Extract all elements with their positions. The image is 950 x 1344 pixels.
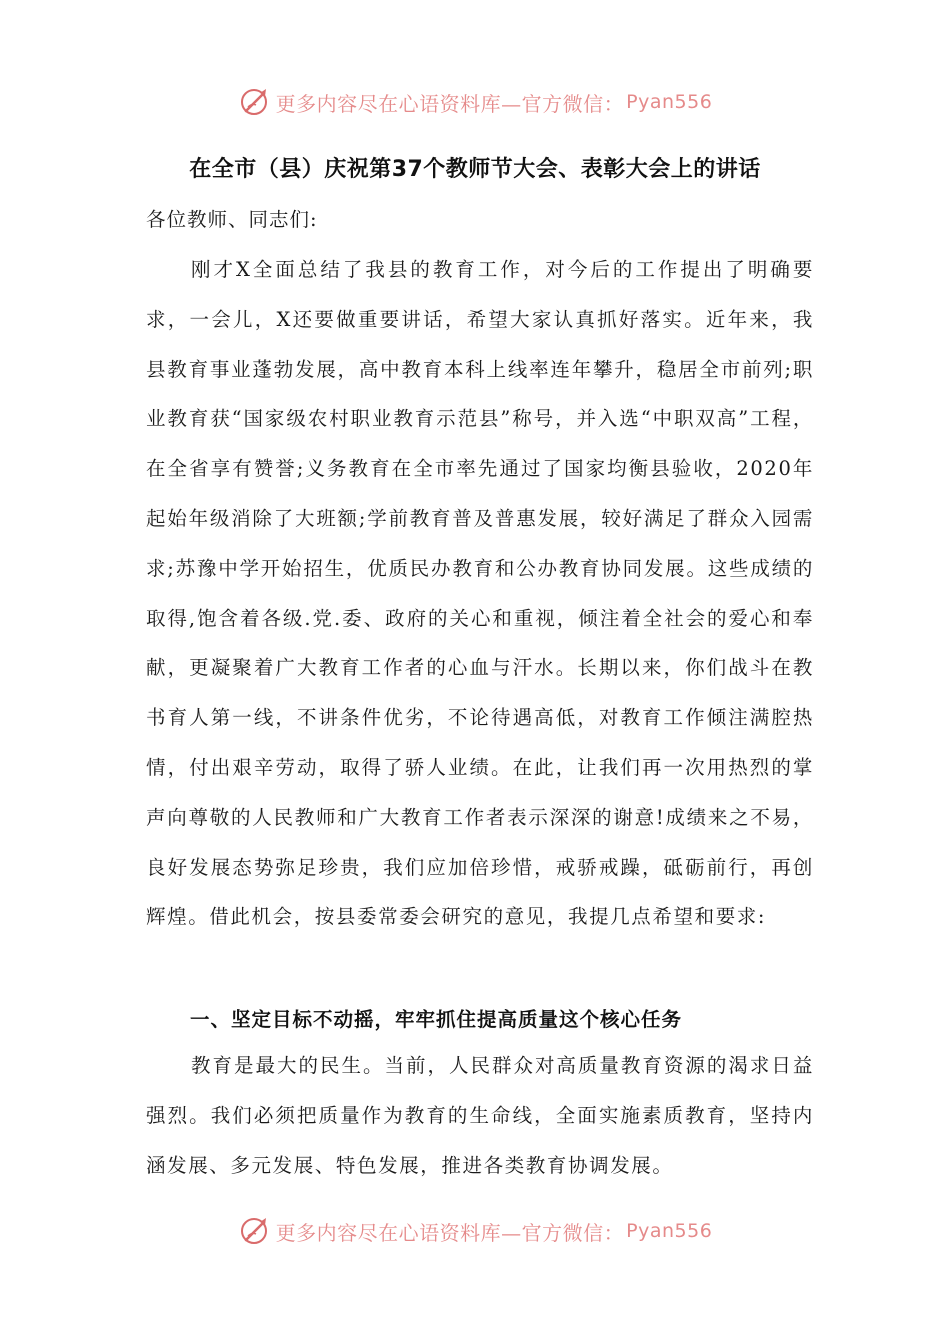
body-paragraph-2: 教育是最大的民生。当前，人民群众对高质量教育资源的渴求日益强烈。我们必须把质量作为教育的生命线，全面实施素质教育，坚持内涵发展、多元发展、特色发展，推进各类教育协调发展。 [146, 1054, 814, 1177]
salutation: 各位教师、同志们: [146, 208, 318, 231]
section-heading-1: 一、坚定目标不动摇，牢牢抓住提高质量这个核心任务 [190, 1008, 683, 1031]
watermark-footer [0, 1211, 950, 1251]
page-title: 在全市（县）庆祝第37个教师节大会、表彰大会上的讲话 [189, 157, 761, 182]
watermark-header [0, 82, 950, 122]
watermark-wechat-id: Pyan556 [626, 91, 713, 113]
pen-logo-icon [238, 1214, 272, 1248]
watermark-wechat-id: Pyan556 [626, 1220, 713, 1242]
body-paragraph-1: 刚才X全面总结了我县的教育工作，对今后的工作提出了明确要求，一会儿，X还要做重要讲话，希望大家认真抓好落实。近年来，我县教育事业蓬勃发展，高中教育本科上线率连年攀升，稳居全市前列;职业教育获“国家级农村职业教育示范县”称号，并入选“中职双高”工程，在全省享有赞誉;义务教育在全市率先通过了国家均衡县验收，2020年起始年级消除了大班额;学前教育普及普惠发展，较好满足了群众入园需求;苏豫中学开始招生，优质民办教育和公办教育协同发展。这些成绩的取得,饱含着各级.党.委、政府的关心和重视，倾注着全社会的爱心和奉献，更凝聚着广大教育工作者的心血与汗水。长期以来，你们战斗在教书育人第一线，不讲条件优劣，不论待遇高低，对教育工作倾注满腔热情，付出艰辛劳动，取得了骄人业绩。在此，让我们再一次用热烈的掌声向尊敬的人民教师和广大教育工作者表示深深的谢意!成绩来之不易，良好发展态势弥足珍贵，我们应加倍珍惜，戒骄戒躁，砥砺前行，再创辉煌。借此机会，按县委常委会研究的意见，我提几点希望和要求: [146, 258, 814, 929]
watermark-text: 更多内容尽在心语资料库—官方微信： [275, 1220, 625, 1245]
pen-logo-icon [238, 85, 272, 119]
watermark-text: 更多内容尽在心语资料库—官方微信： [275, 91, 625, 116]
